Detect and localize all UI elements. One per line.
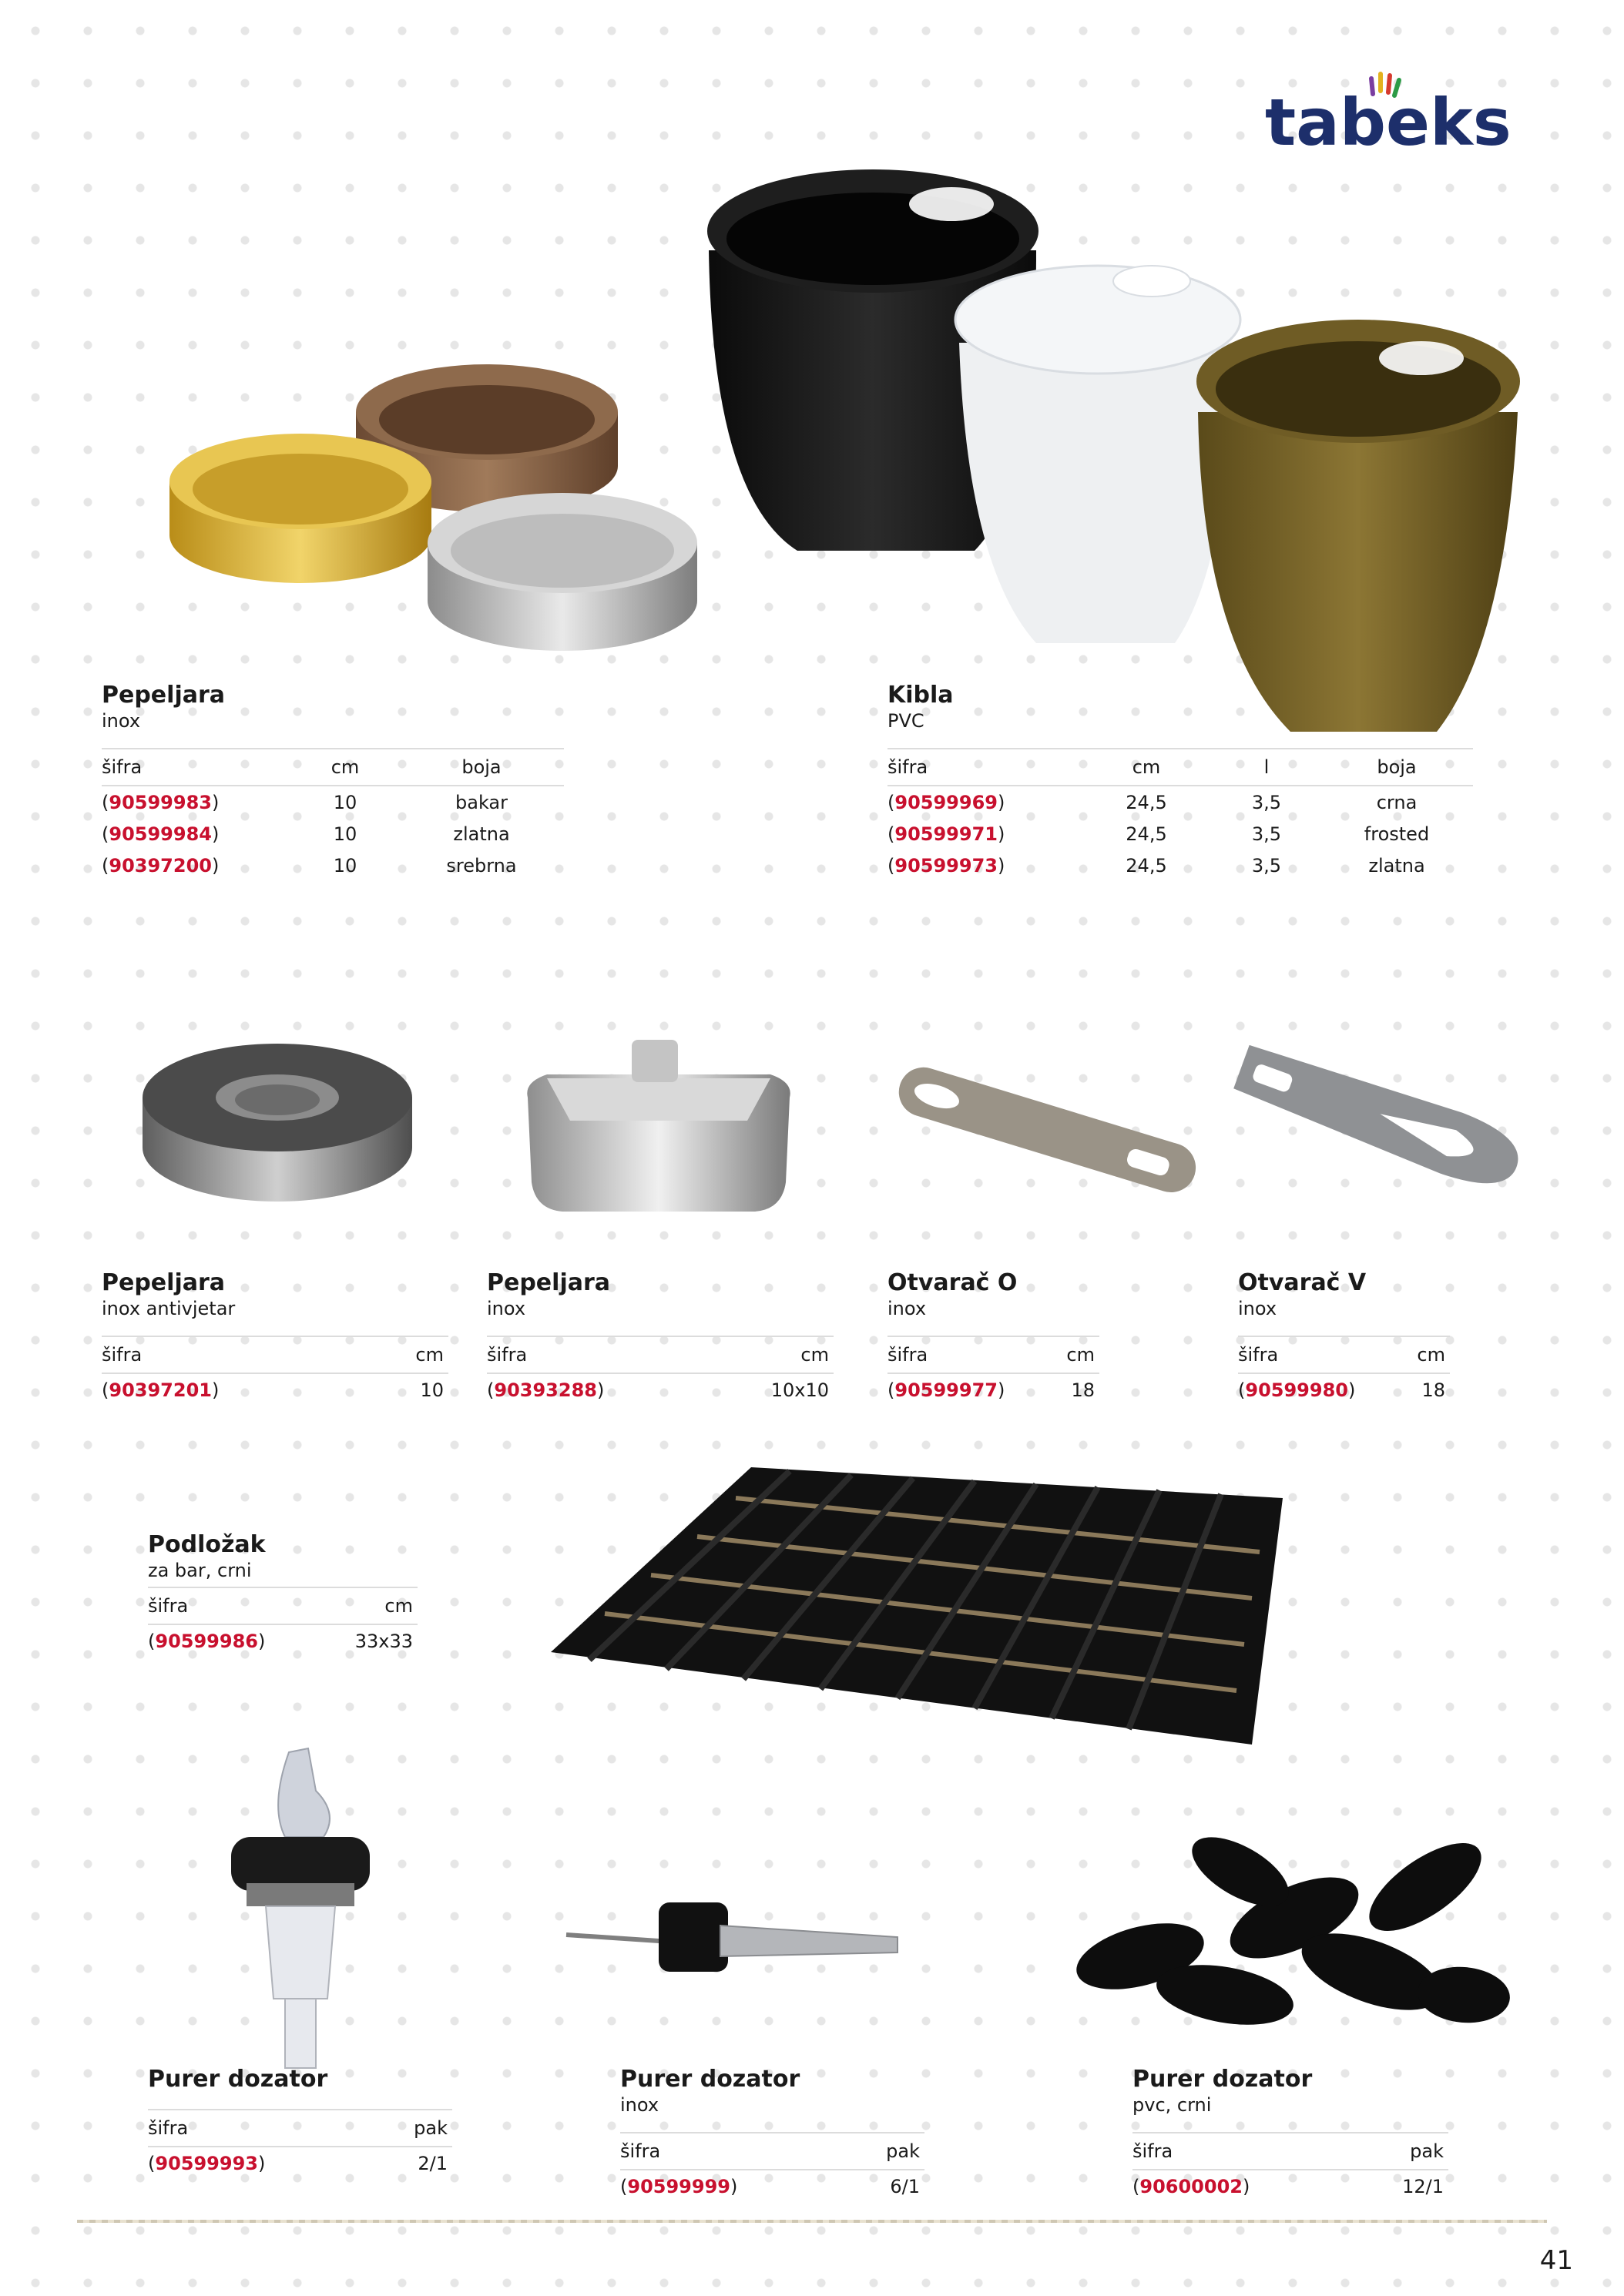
product-title: Purer dozator bbox=[148, 2066, 328, 2093]
pourer-2-image bbox=[566, 1895, 905, 1979]
gold-bucket bbox=[1196, 320, 1520, 732]
col-header: cm bbox=[1405, 1336, 1450, 1373]
product-title: Podložak bbox=[148, 1531, 266, 1558]
size-cell: 10 bbox=[333, 854, 357, 877]
product-code: (90599986) bbox=[148, 1630, 266, 1652]
col-header: šifra bbox=[102, 749, 291, 786]
product-otvarac-o bbox=[887, 1269, 1099, 1406]
table-row bbox=[487, 1373, 834, 1406]
size-cell: 10 bbox=[333, 823, 357, 845]
col-header: cm bbox=[1055, 1336, 1099, 1373]
product-code: (90599977) bbox=[887, 1379, 1005, 1401]
gold-ashtray bbox=[169, 434, 431, 583]
product-purer-dozator-3 bbox=[1132, 2066, 1448, 2202]
volume-cell: 3,5 bbox=[1251, 823, 1282, 845]
product-subtitle: pvc, crni bbox=[1132, 2094, 1212, 2116]
product-subtitle: inox antivjetar bbox=[102, 1298, 236, 1319]
product-title: Pepeljara bbox=[487, 1269, 611, 1296]
spec-header-row bbox=[887, 749, 1473, 786]
windproof-ashtray-image bbox=[139, 1024, 416, 1209]
col-header: pak bbox=[1361, 2133, 1448, 2170]
color-cell: frosted bbox=[1364, 823, 1430, 845]
col-header: šifra bbox=[1238, 1336, 1405, 1373]
spec-table bbox=[487, 1336, 834, 1406]
product-purer-dozator-2 bbox=[620, 2066, 924, 2202]
col-header: boja bbox=[404, 749, 564, 786]
pourer-3-pile-image bbox=[1063, 1818, 1518, 2041]
col-header: l bbox=[1213, 749, 1325, 786]
spec-header-row bbox=[887, 1336, 1099, 1373]
size-cell: 24,5 bbox=[1126, 791, 1167, 813]
square-ashtray-image bbox=[516, 1036, 801, 1217]
size-cell: 33x33 bbox=[354, 1630, 413, 1652]
table-row bbox=[1132, 2170, 1448, 2202]
table-row bbox=[887, 1373, 1099, 1406]
spec-table bbox=[620, 2132, 924, 2202]
product-code: (90599969) bbox=[887, 791, 1005, 813]
table-row bbox=[887, 850, 1473, 881]
color-cell: crna bbox=[1376, 791, 1418, 813]
pourer-1-image bbox=[223, 1745, 377, 2083]
product-purer-dozator-1 bbox=[148, 2066, 452, 2179]
product-code: (90599984) bbox=[102, 823, 220, 845]
product-title: Pepeljara bbox=[102, 682, 226, 709]
table-row bbox=[148, 2147, 452, 2179]
col-header: šifra bbox=[148, 1587, 326, 1624]
product-subtitle: inox bbox=[887, 1298, 927, 1319]
opener-o-image bbox=[886, 1051, 1210, 1205]
footer-rule bbox=[77, 2220, 1547, 2223]
color-cell: zlatna bbox=[1368, 854, 1425, 877]
spec-header-row bbox=[102, 749, 564, 786]
col-header: cm bbox=[291, 749, 404, 786]
product-code: (90397201) bbox=[102, 1379, 220, 1401]
spec-header-row bbox=[148, 2110, 452, 2147]
tabeks-logo bbox=[1257, 68, 1550, 160]
spec-table bbox=[102, 748, 564, 881]
table-row bbox=[102, 786, 564, 818]
product-code: (90600002) bbox=[1132, 2175, 1250, 2197]
col-header: cm bbox=[1085, 749, 1213, 786]
product-subtitle: inox bbox=[487, 1298, 526, 1319]
ice-bucket-trio-image bbox=[697, 166, 1552, 751]
product-pepeljara-inox bbox=[102, 682, 564, 881]
page-number: 41 bbox=[1539, 2245, 1573, 2276]
product-otvarac-v bbox=[1238, 1269, 1450, 1406]
product-code: (90599980) bbox=[1238, 1379, 1356, 1401]
table-row bbox=[620, 2170, 924, 2202]
spec-header-row bbox=[1238, 1336, 1450, 1373]
col-header: šifra bbox=[1132, 2133, 1361, 2170]
table-row bbox=[887, 818, 1473, 850]
spec-table bbox=[148, 2109, 452, 2179]
col-header: šifra bbox=[620, 2133, 851, 2170]
col-header: šifra bbox=[148, 2110, 379, 2147]
product-subtitle: inox bbox=[1238, 1298, 1277, 1319]
spec-table bbox=[1132, 2132, 1448, 2202]
svg-text:tabeks: tabeks bbox=[1265, 85, 1512, 160]
ashtray-trio-image bbox=[162, 347, 701, 685]
opener-v-image bbox=[1225, 1040, 1533, 1194]
spec-table bbox=[887, 748, 1473, 881]
col-header: boja bbox=[1325, 749, 1473, 786]
col-header: cm bbox=[326, 1587, 418, 1624]
size-cell: 18 bbox=[1421, 1379, 1445, 1401]
product-code: (90599999) bbox=[620, 2175, 738, 2197]
col-header: pak bbox=[379, 2110, 452, 2147]
product-podlozak bbox=[148, 1531, 418, 1657]
product-title: Otvarač O bbox=[887, 1269, 1018, 1296]
color-cell: zlatna bbox=[453, 823, 510, 845]
product-code: (90397200) bbox=[102, 854, 220, 877]
table-row bbox=[887, 786, 1473, 818]
product-code: (90599993) bbox=[148, 2152, 266, 2174]
size-cell: 10 bbox=[420, 1379, 444, 1401]
frosted-bucket bbox=[955, 266, 1240, 643]
table-row bbox=[148, 1624, 418, 1657]
product-subtitle: za bar, crni bbox=[148, 1560, 252, 1581]
size-cell: 10 bbox=[333, 791, 357, 813]
pack-cell: 2/1 bbox=[418, 2152, 448, 2174]
table-row bbox=[102, 1373, 448, 1406]
spec-table bbox=[1238, 1336, 1450, 1406]
product-title: Purer dozator bbox=[1132, 2066, 1313, 2093]
spec-header-row bbox=[1132, 2133, 1448, 2170]
spec-header-row bbox=[620, 2133, 924, 2170]
product-pepeljara-square bbox=[487, 1269, 834, 1406]
col-header: pak bbox=[851, 2133, 924, 2170]
color-cell: srebrna bbox=[446, 854, 517, 877]
pack-cell: 12/1 bbox=[1402, 2175, 1444, 2197]
size-cell: 10x10 bbox=[770, 1379, 829, 1401]
size-cell: 18 bbox=[1071, 1379, 1095, 1401]
spec-table bbox=[148, 1587, 418, 1657]
product-subtitle: PVC bbox=[887, 710, 924, 732]
bar-mat-image bbox=[543, 1467, 1283, 1760]
spec-header-row bbox=[487, 1336, 834, 1373]
product-pepeljara-antivjetar bbox=[102, 1269, 448, 1406]
col-header: cm bbox=[375, 1336, 448, 1373]
col-header: cm bbox=[716, 1336, 834, 1373]
size-cell: 24,5 bbox=[1126, 854, 1167, 877]
product-subtitle: inox bbox=[620, 2094, 659, 2116]
product-title: Otvarač V bbox=[1238, 1269, 1367, 1296]
product-code: (90599983) bbox=[102, 791, 220, 813]
spec-header-row bbox=[148, 1587, 418, 1624]
col-header: šifra bbox=[102, 1336, 375, 1373]
volume-cell: 3,5 bbox=[1251, 854, 1282, 877]
col-header: šifra bbox=[887, 749, 1085, 786]
pack-cell: 6/1 bbox=[890, 2175, 920, 2197]
product-title: Pepeljara bbox=[102, 1269, 226, 1296]
product-title: Kibla bbox=[887, 682, 954, 709]
product-kibla bbox=[887, 682, 1473, 881]
product-title: Purer dozator bbox=[620, 2066, 800, 2093]
table-row bbox=[102, 818, 564, 850]
col-header: šifra bbox=[887, 1336, 1055, 1373]
size-cell: 24,5 bbox=[1126, 823, 1167, 845]
product-code: (90393288) bbox=[487, 1379, 605, 1401]
col-header: šifra bbox=[487, 1336, 716, 1373]
table-row bbox=[102, 850, 564, 881]
color-cell: bakar bbox=[455, 791, 508, 813]
spec-table bbox=[887, 1336, 1099, 1406]
product-subtitle: inox bbox=[102, 710, 141, 732]
spec-header-row bbox=[102, 1336, 448, 1373]
product-code: (90599971) bbox=[887, 823, 1005, 845]
spec-table bbox=[102, 1336, 448, 1406]
product-code: (90599973) bbox=[887, 854, 1005, 877]
silver-ashtray bbox=[428, 493, 697, 651]
table-row bbox=[1238, 1373, 1450, 1406]
volume-cell: 3,5 bbox=[1251, 791, 1282, 813]
